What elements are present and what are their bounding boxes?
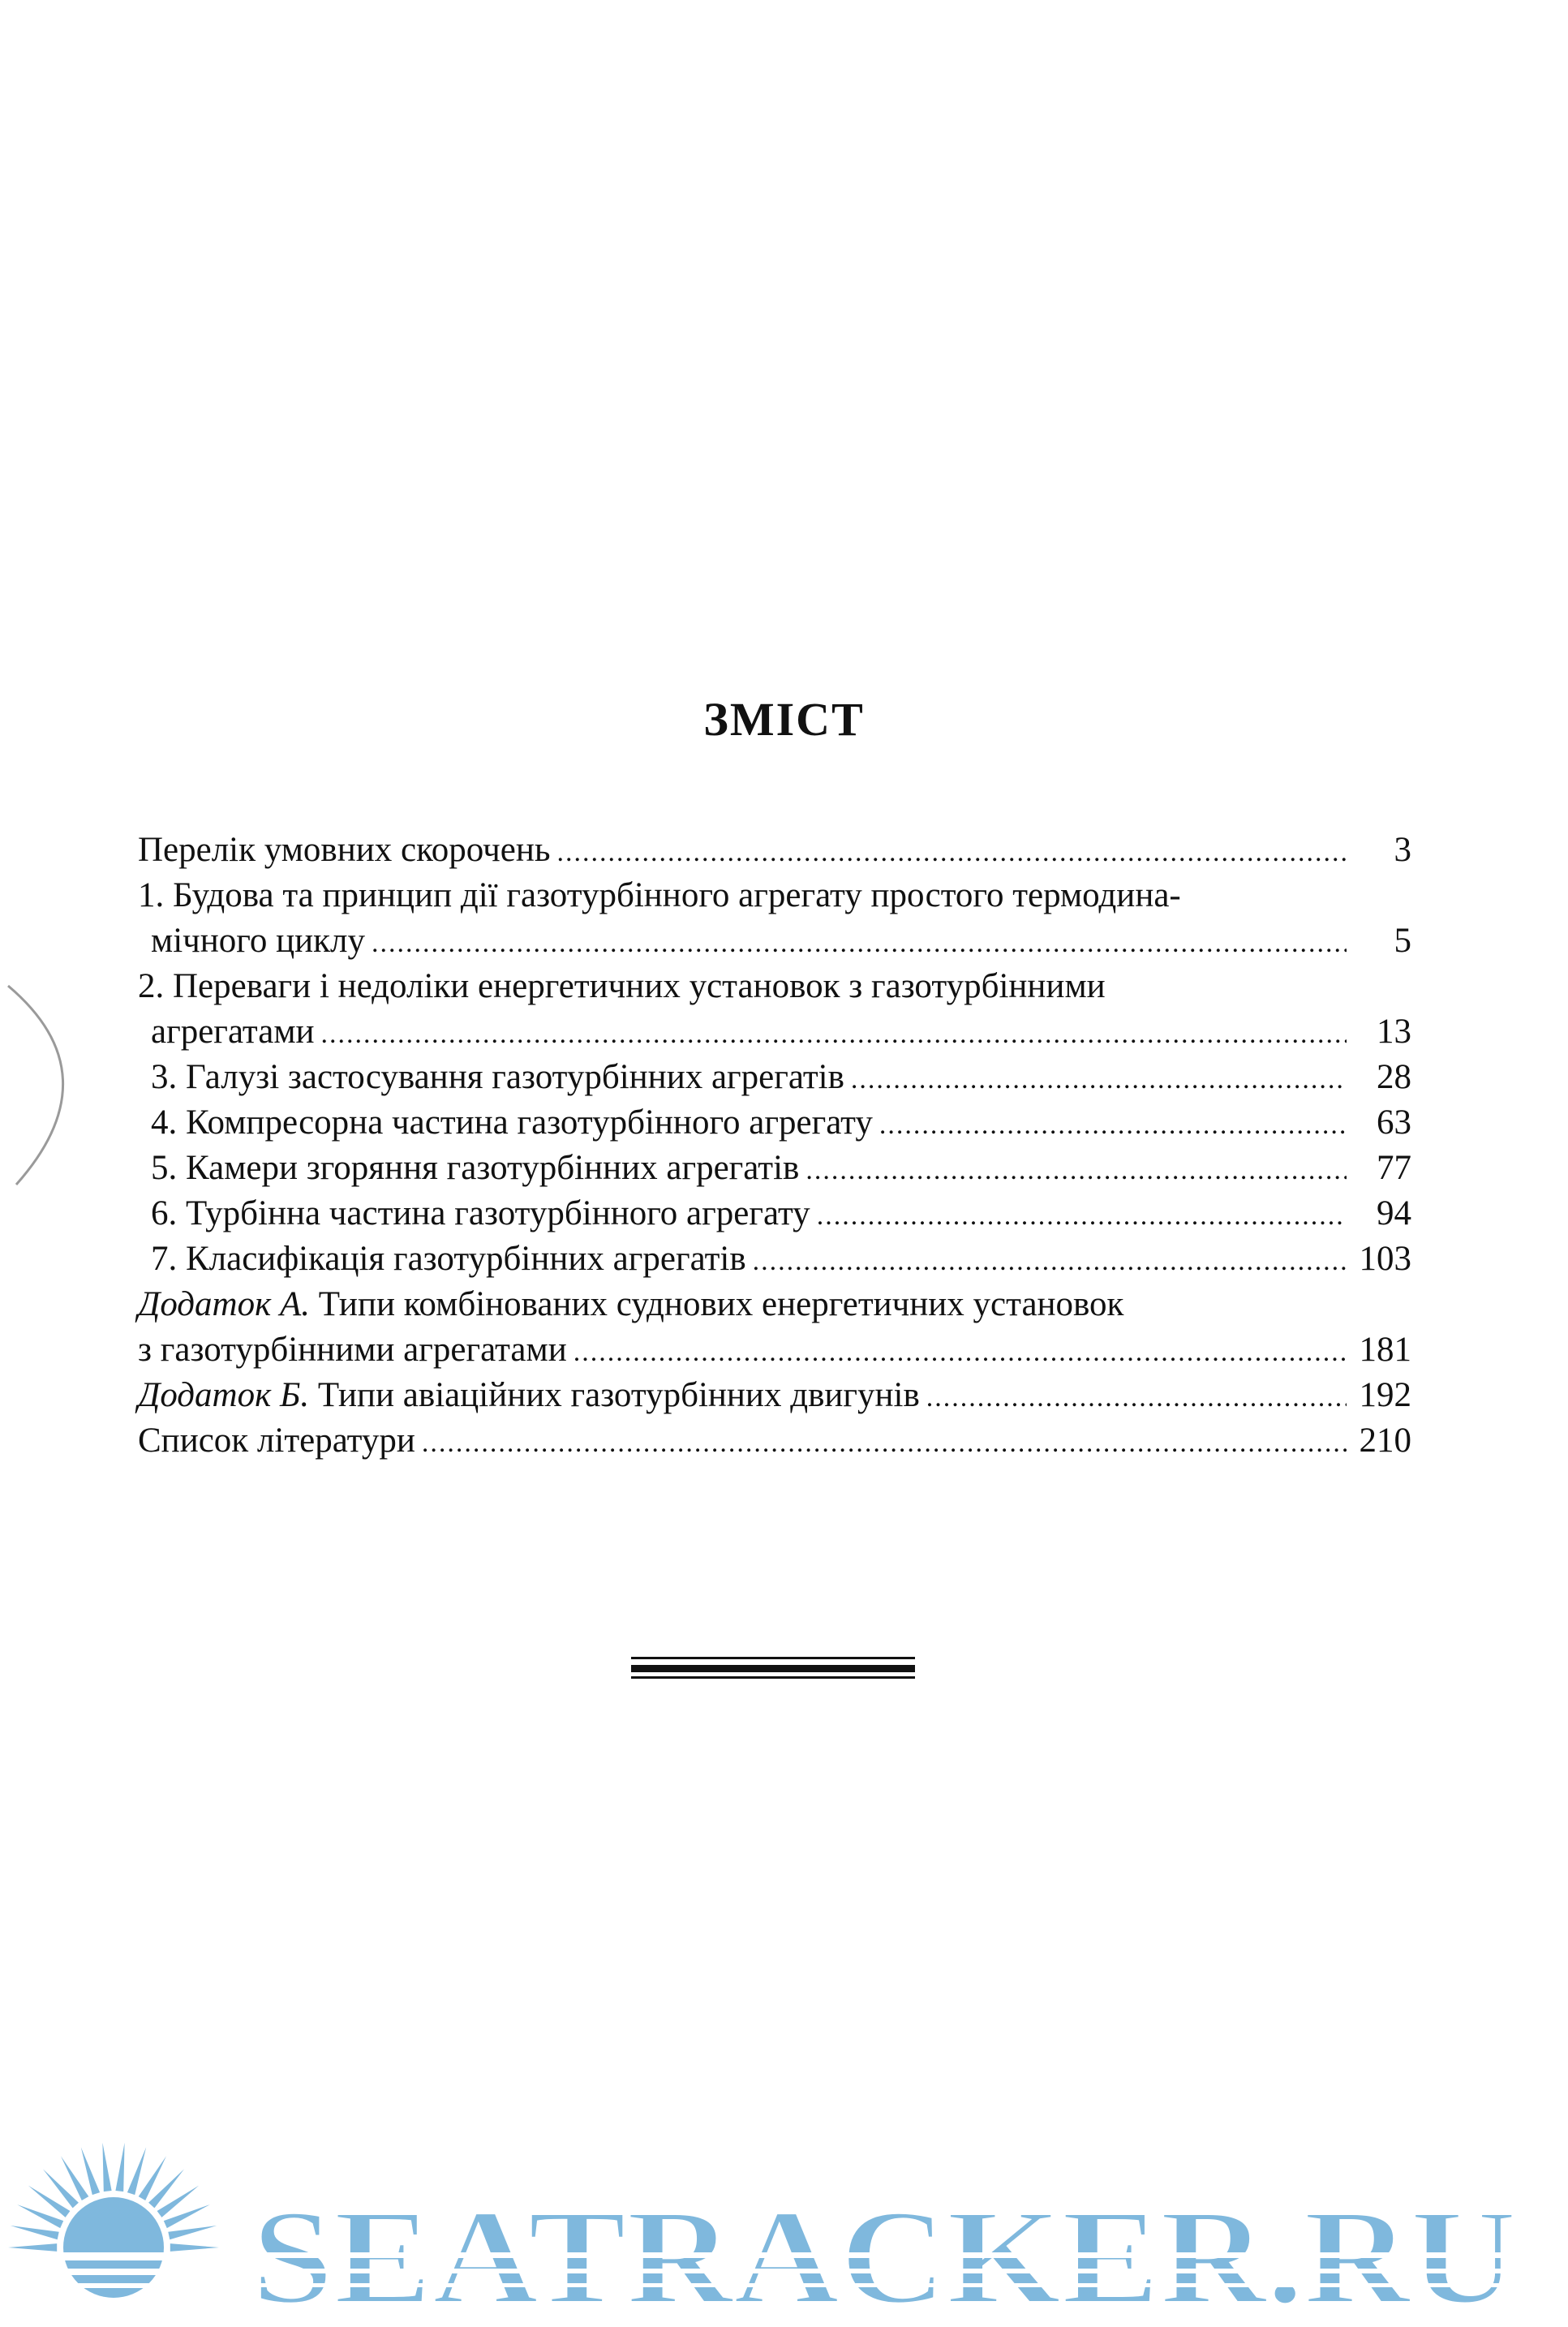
appendix-prefix: Додаток Б. [138,1376,310,1414]
toc-entry-label: 5. Камери згоряння газотурбінних агрегатів [151,1149,800,1187]
toc-entry-page: 94 [1377,1194,1411,1232]
appendix-prefix: Додаток А. [138,1285,310,1323]
toc-entry-page: 5 [1394,922,1411,960]
end-rule-thick [631,1665,915,1672]
toc-entry-page: 3 [1394,831,1411,869]
binding-arc [0,970,97,1197]
leader-dots [926,1375,1347,1421]
leader-dots [321,1012,1347,1057]
toc-entry[interactable] [138,1146,1411,1191]
toc-entry-label: агрегатами [151,1013,315,1051]
toc-entry[interactable] [138,918,1411,964]
toc-entry-page: 28 [1377,1058,1411,1096]
toc-entry-label-text: Типи авіаційних газотурбінних двигунів [309,1376,920,1414]
page-title: ЗМІСТ [703,693,865,746]
toc-entry[interactable] [138,1237,1411,1282]
toc-entry[interactable] [138,1418,1411,1464]
toc-entry-label: Список літератури [138,1422,415,1460]
leader-dots [422,1421,1347,1466]
sun-ray [81,2147,100,2195]
sun-ray [127,2147,146,2195]
toc-entry-page: 63 [1377,1103,1411,1142]
toc-entry-label: 3. Галузі застосування газотурбінних агрегатів [151,1058,844,1096]
toc-entry[interactable] [138,1191,1411,1237]
sun-ray [115,2143,124,2192]
toc-entry-label: мічного циклу [151,922,365,960]
leader-dots [753,1239,1347,1284]
toc-entry-first-line[interactable]: 1. Будова та принцип дії газотурбінного агрегату простого термодина- [138,876,1181,914]
sun-burst-icon [8,2143,219,2298]
toc-entry[interactable] [138,1327,1411,1373]
sun-ray [170,2243,219,2252]
sun-ray [102,2143,111,2192]
sun-ray [11,2226,59,2239]
watermark [0,2093,1568,2327]
toc-entry-label: 6. Турбінна частина газотурбінного агрегату [151,1194,810,1232]
toc-entry-label [138,1373,920,1418]
toc-entry-page: 210 [1359,1422,1411,1460]
toc-entry-page: 192 [1359,1376,1411,1414]
toc-entry-first-line[interactable]: 2. Переваги і недоліки енергетичних установок з газотурбінними [138,967,1106,1005]
toc-entry-label: Перелік умовних скорочень [138,831,551,869]
sun-ray [168,2226,217,2239]
leader-dots [574,1330,1347,1375]
toc-entry-page: 13 [1377,1013,1411,1051]
toc-entry[interactable] [138,1373,1411,1418]
toc-entry[interactable] [138,1009,1411,1055]
leader-dots [372,921,1347,966]
toc-entry-first-line[interactable] [138,1282,1411,1327]
toc-entry-page: 181 [1359,1331,1411,1369]
leader-dots [879,1103,1347,1148]
leader-dots [851,1057,1347,1103]
end-rule-top [631,1657,915,1659]
leader-dots [805,1148,1347,1194]
toc-entry[interactable] [138,1100,1411,1146]
toc-entry-first-line-text: Типи комбінованих суднових енергетичних установок [309,1285,1124,1323]
toc-entry-page: 77 [1377,1149,1411,1187]
sun-ray [8,2243,57,2252]
toc-entry-label: 4. Компресорна частина газотурбінного агрегату [151,1103,873,1142]
toc-entry-label: 7. Класифікація газотурбінних агрегатів [151,1240,746,1278]
toc-entry-page: 103 [1359,1240,1411,1278]
toc-entry[interactable] [138,828,1411,873]
end-rule-bottom [631,1676,915,1679]
leader-dots [817,1194,1347,1239]
leader-dots [557,830,1347,875]
toc-entry[interactable] [138,1055,1411,1100]
table-of-contents [138,828,1411,1464]
toc-entry-label: з газотурбінними агрегатами [138,1331,567,1369]
